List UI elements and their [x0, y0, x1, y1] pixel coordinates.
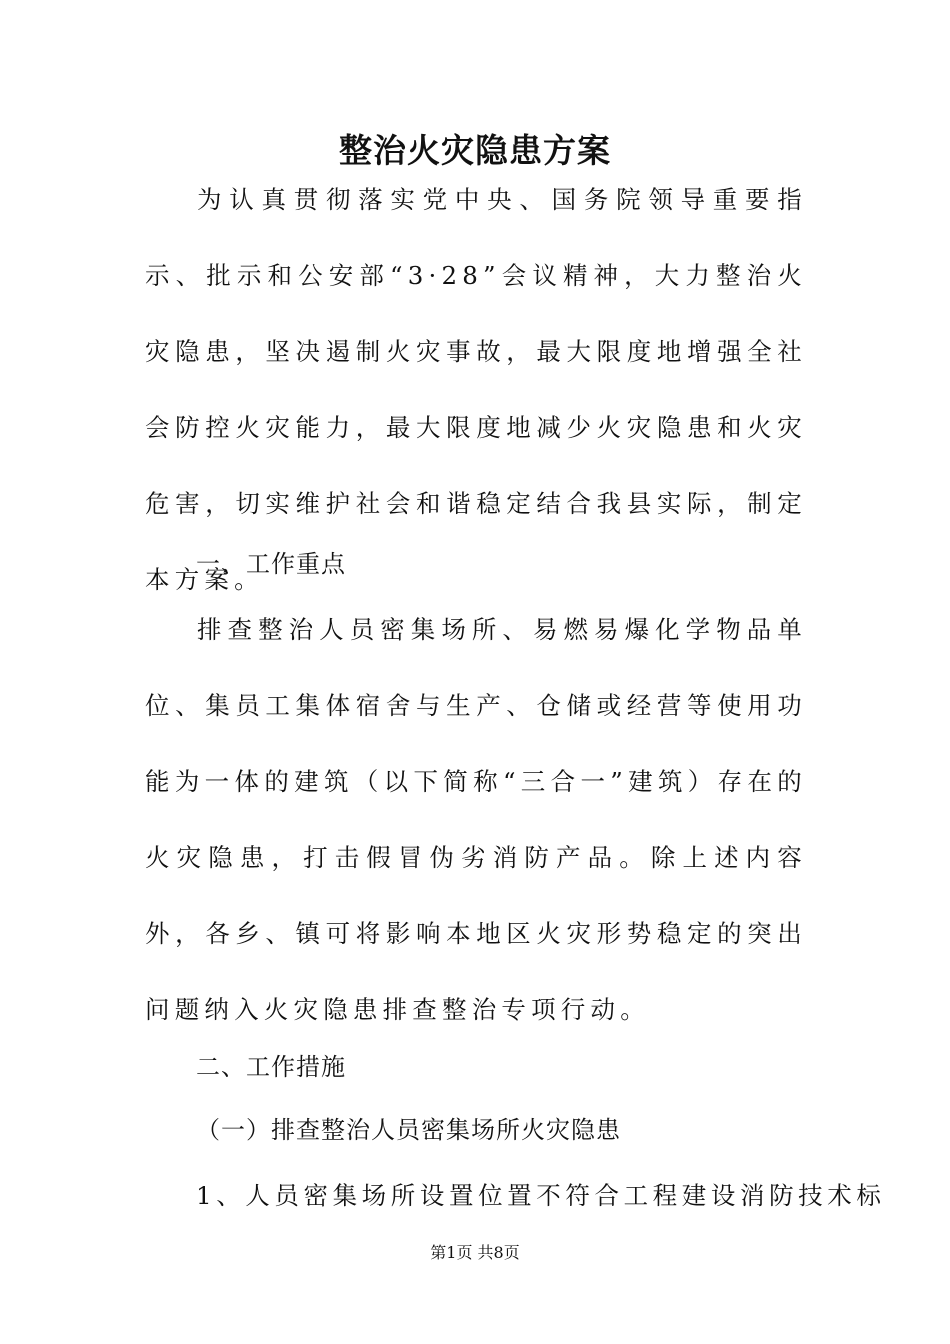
- document-title: 整治火灾隐患方案: [339, 131, 611, 170]
- page-footer: [0, 1241, 950, 1265]
- subsection-heading-crowded-places: （一）排查整治人员密集场所火灾隐患: [196, 1116, 621, 1144]
- list-item-1: 1、人员密集场所设置位置不符合工程建设消防技术标: [196, 1181, 886, 1210]
- section-heading-work-measures: 二、工作措施: [196, 1053, 346, 1081]
- work-focus-paragraph: 排查整治人员密集场所、易燃易爆化学物品单位、集员工集体宿舍与生产、仓储或经营等使用功能为一体的建筑（以下简称“三合一”建筑）存在的火灾隐患，打击假冒伪劣消防产品。除上述内容外，各乡、镇可将影响本地区火灾形势稳定的突出问题纳入火灾隐患排查整治专项行动。: [145, 615, 807, 1024]
- section-heading-work-focus: 一、工作重点: [196, 550, 346, 578]
- intro-paragraph: 为认真贯彻落实党中央、国务院领导重要指示、批示和公安部“3·28”会议精神，大力整治火灾隐患，坚决遏制火灾事故，最大限度地增强全社会防控火灾能力，最大限度地减少火灾隐患和火灾危害，切实维护社会和谐稳定结合我县实际，制定本方案。: [145, 185, 807, 594]
- page-number-label: 第1页 共8页: [430, 1243, 520, 1262]
